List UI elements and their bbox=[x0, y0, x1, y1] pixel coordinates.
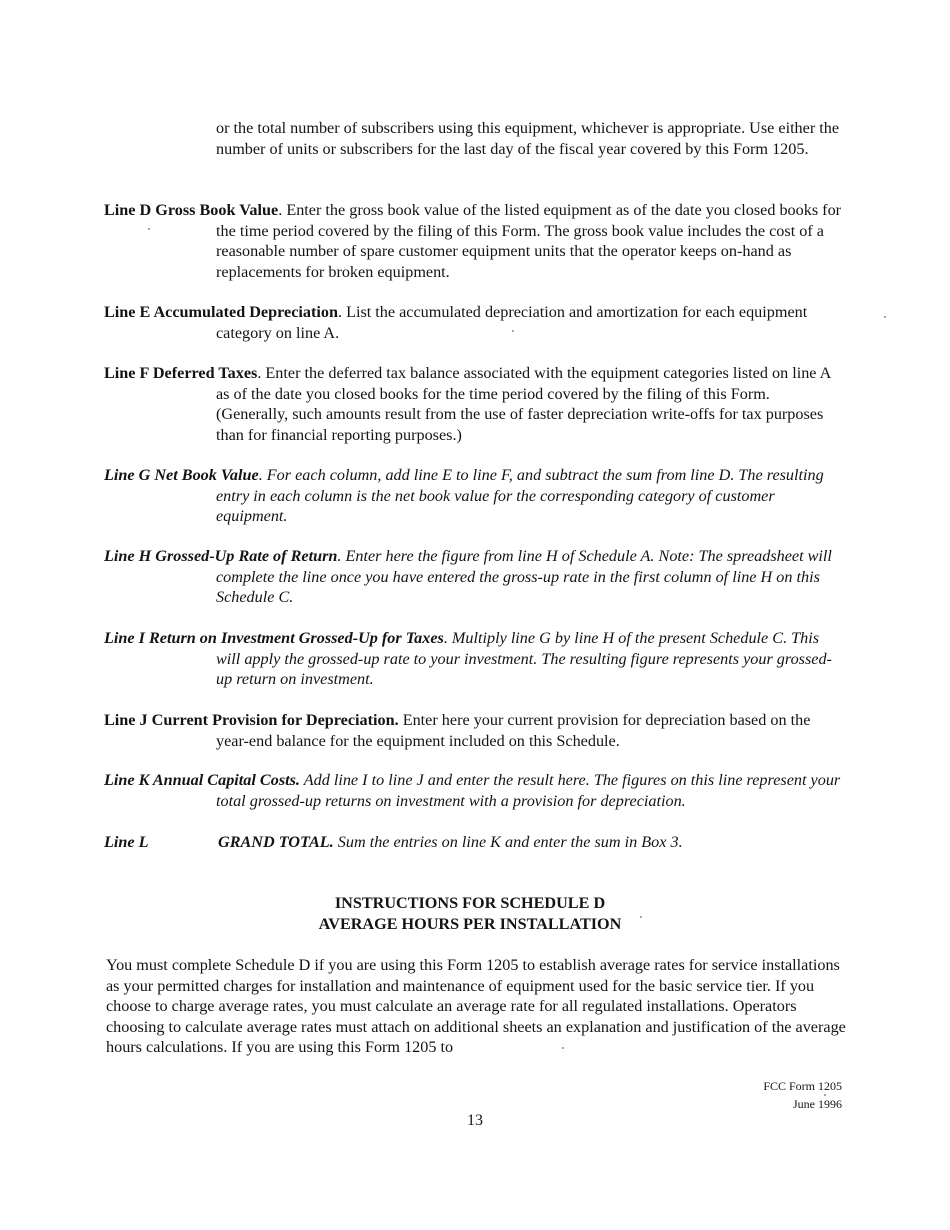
heading-line-2: AVERAGE HOURS PER INSTALLATION bbox=[318, 914, 622, 933]
line-e-label: Line E Accumulated Depreciation bbox=[104, 303, 338, 321]
scan-speck bbox=[562, 1047, 564, 1049]
schedule-d-heading bbox=[200, 893, 740, 934]
line-l-entry bbox=[218, 832, 683, 853]
line-g-entry bbox=[104, 465, 844, 527]
line-k-label: Line K Annual Capital Costs. bbox=[104, 771, 300, 789]
line-f-entry bbox=[104, 363, 844, 445]
line-g-text: . For each column, add line E to line F, and subtract the sum from line D. The resulting entry in each column is the net book value for the corresponding category of customer equipment. bbox=[216, 466, 824, 526]
line-j-text: Enter here your current provision for depreciation based on the year-end balance for the equipment included on this Schedule. bbox=[216, 711, 811, 750]
line-f-label: Line F Deferred Taxes bbox=[104, 364, 258, 382]
footer-form-name: FCC Form 1205 bbox=[763, 1079, 842, 1093]
line-f-text: . Enter the deferred tax balance associated with the equipment categories listed on line A as of the date you closed books for the time period covered by the filing of this Form. (Generally, such amounts result from the use of faster depreciation write-offs for tax purposes than for financial reporting purposes.) bbox=[216, 364, 831, 444]
paragraph-text: You must complete Schedule D if you are using this Form 1205 to establish average rates for service installations as your permitted charges for installation and maintenance of equipment used for the basic service tier. If you choose to charge average rates, you must calculate an average rate for all regulated installations. Operators choosing to calculate average rates must attach on additional sheets an explanation and justification of the average hours calculations. If you are using this Form 1205 to bbox=[106, 956, 846, 1057]
line-i-entry bbox=[104, 628, 844, 690]
scan-speck bbox=[640, 916, 642, 918]
form-footer bbox=[763, 1077, 842, 1113]
line-h-text: . Enter here the figure from line H of Schedule A. Note: The spreadsheet will complete the line once you have entered the gross-up rate in the first column of line H on this Schedule C. bbox=[216, 547, 832, 607]
line-i-text: . Multiply line G by line H of the present Schedule C. This will apply the grossed-up rate to your investment. The resulting figure represents your grossed-up return on investment. bbox=[216, 629, 832, 689]
line-d-text: . Enter the gross book value of the listed equipment as of the date you closed books for the time period covered by the filing of this Form. The gross book value includes the cost of a reasonable number of spare customer equipment units that the operator keeps on-hand as replacements for broken equipment. bbox=[216, 201, 842, 281]
line-h-entry bbox=[104, 546, 844, 608]
line-k-text: Add line I to line J and enter the result here. The figures on this line represent your total grossed-up returns on investment with a provision for depreciation. bbox=[216, 771, 841, 810]
scan-speck bbox=[824, 1094, 826, 1096]
line-j-entry bbox=[104, 710, 844, 751]
footer-date: June 1996 bbox=[793, 1097, 842, 1111]
line-k-entry bbox=[104, 770, 844, 811]
line-d-entry bbox=[104, 200, 844, 282]
scan-speck bbox=[512, 330, 514, 332]
line-l-label: Line L bbox=[104, 833, 149, 851]
intro-text: or the total number of subscribers using this equipment, whichever is appropriate. Use either the number of units or subscribers for the last day of the fiscal year covered by this Form 1205. bbox=[216, 119, 840, 158]
line-h-label: Line H Grossed-Up Rate of Return bbox=[104, 547, 338, 565]
scan-speck bbox=[148, 228, 150, 230]
line-d-label: Line D Gross Book Value bbox=[104, 201, 279, 219]
intro-continuation bbox=[216, 118, 846, 159]
line-i-label: Line I Return on Investment Grossed-Up for Taxes bbox=[104, 629, 444, 647]
page-number: 13 bbox=[467, 1112, 483, 1129]
line-l-bold-text: GRAND TOTAL. bbox=[218, 833, 334, 851]
line-j-label: Line J Current Provision for Depreciation. bbox=[104, 711, 399, 729]
scan-speck bbox=[884, 316, 886, 318]
line-l-text: Sum the entries on line K and enter the sum in Box 3. bbox=[333, 833, 683, 851]
schedule-d-paragraph bbox=[106, 955, 846, 1058]
line-g-label: Line G Net Book Value bbox=[104, 466, 259, 484]
line-e-text: . List the accumulated depreciation and amortization for each equipment category on line A. bbox=[216, 303, 808, 342]
line-e-entry bbox=[104, 302, 844, 343]
heading-line-1: INSTRUCTIONS FOR SCHEDULE D bbox=[334, 894, 606, 912]
